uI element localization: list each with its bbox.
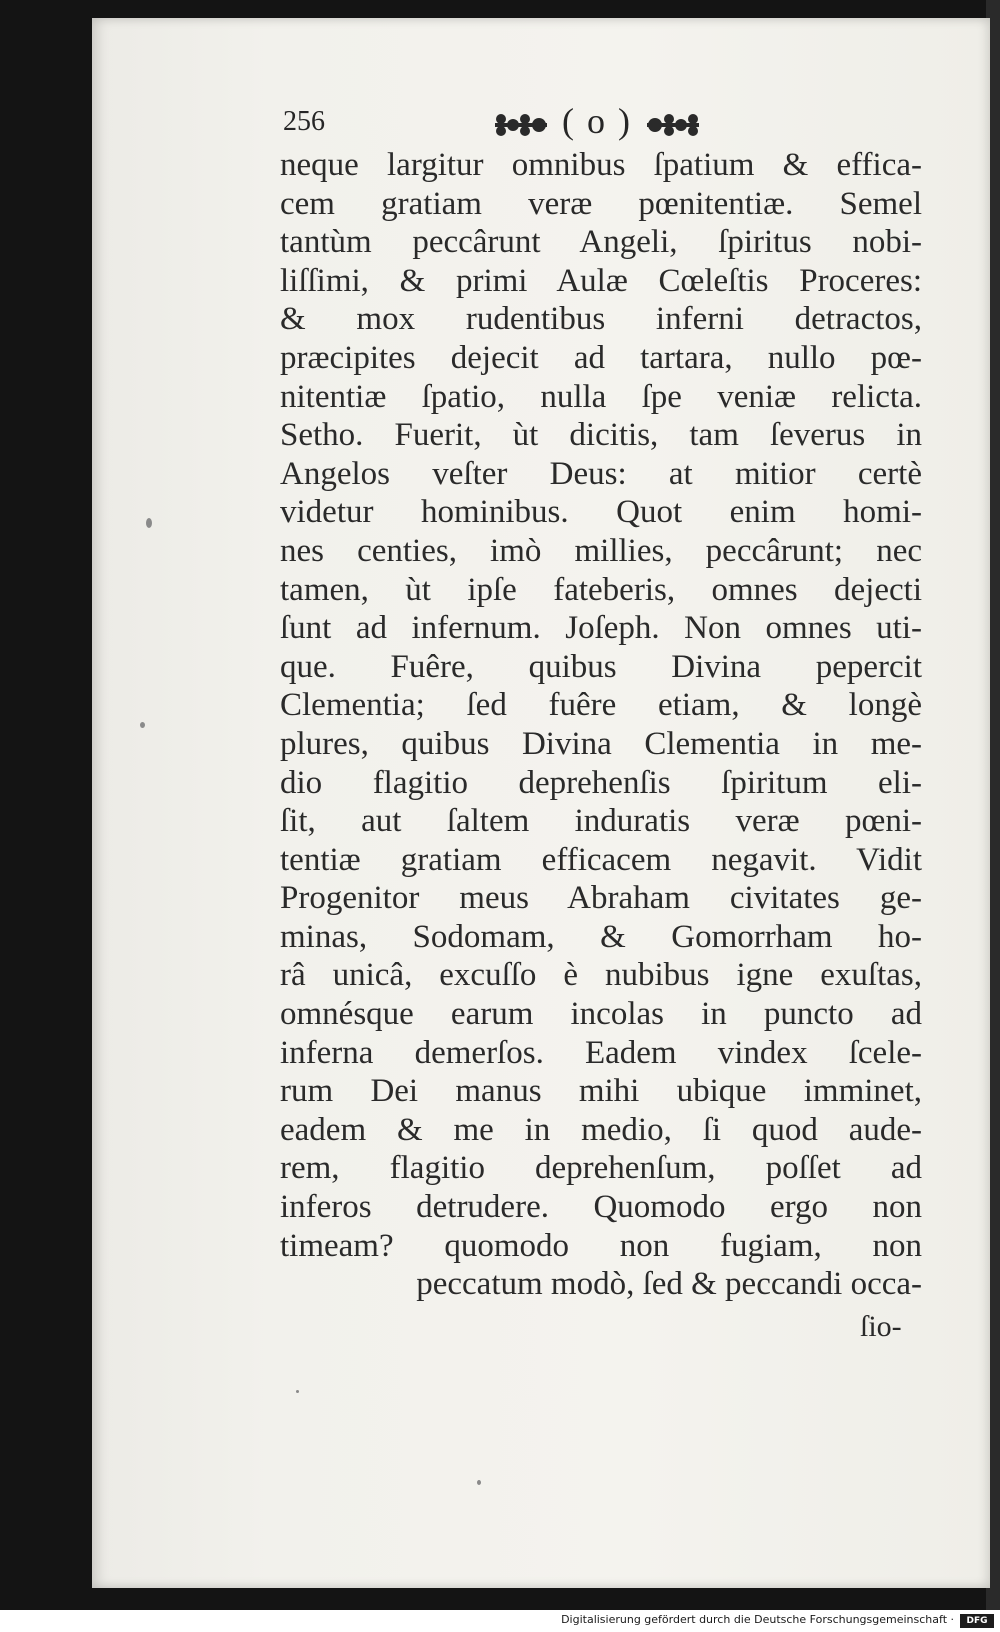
scan-speck xyxy=(140,722,145,728)
page-number: 256 xyxy=(283,106,325,137)
text-line: omnésque earum incolas in puncto ad xyxy=(280,996,922,1033)
text-line: ſunt ad infernum. Joſeph. Non omnes uti- xyxy=(280,610,922,647)
text-line: cem gratiam veræ pœnitentiæ. Semel xyxy=(280,185,922,222)
text-line: Angelos veſter Deus: at mitior certè xyxy=(280,455,922,492)
text-line: rem, flagitio deprehenſum, poſſet ad xyxy=(280,1150,922,1187)
catchword: ſio- xyxy=(860,1310,902,1343)
scan-speck xyxy=(296,1390,299,1393)
text-line: inferna demerſos. Eadem vindex ſcele- xyxy=(280,1034,922,1071)
footer-credit: Digitalisierung gefördert durch die Deutsche Forschungsgemeinschaft · xyxy=(561,1613,954,1626)
text-line: Setho. Fuerit, ùt dicitis, tam ſeverus in xyxy=(280,417,922,454)
text-line: nes centies, imò millies, peccârunt; nec xyxy=(280,532,922,569)
text-line: ſit, aut ſaltem induratis veræ pœni- xyxy=(280,803,922,840)
text-line: videtur hominibus. Quot enim homi- xyxy=(280,494,922,531)
right-ornament-icon xyxy=(643,110,701,140)
text-line: rum Dei manus mihi ubique imminet, xyxy=(280,1073,922,1110)
dfg-logo: DFG xyxy=(960,1614,994,1628)
text-line: râ unicâ, excuſſo è nubibus igne exuſtas, xyxy=(280,957,922,994)
body-text xyxy=(280,146,922,1304)
text-line: peccatum modò, ſed & peccandi occa- xyxy=(416,1266,922,1303)
left-ornament-icon xyxy=(493,110,551,140)
text-line: neque largitur omnibus ſpatium & effica- xyxy=(280,147,922,183)
text-line: tamen, ùt ipſe fateberis, omnes dejecti xyxy=(280,571,922,608)
text-line: nitentiæ ſpatio, nulla ſpe veniæ relicta. xyxy=(280,378,922,415)
text-line: tentiæ gratiam efficacem negavit. Vidit xyxy=(280,841,922,878)
text-line: inferos detrudere. Quomodo ergo non xyxy=(280,1189,922,1226)
text-line: liſſimi, & primi Aulæ Cœleſtis Proceres: xyxy=(280,262,922,299)
scan-speck xyxy=(146,518,152,528)
text-line: eadem & me in medio, ſi quod aude- xyxy=(280,1111,922,1148)
text-line: plures, quibus Divina Clementia in me- xyxy=(280,725,922,762)
text-line: minas, Sodomam, & Gomorrham ho- xyxy=(280,918,922,955)
text-line: præcipites dejecit ad tartara, nullo pœ- xyxy=(280,339,922,376)
text-line: timeam? quomodo non fugiam, non xyxy=(280,1227,922,1264)
running-head-text: ( o ) xyxy=(562,101,632,141)
text-line: & mox rudentibus inferni detractos, xyxy=(280,301,922,338)
text-line: tantùm peccârunt Angeli, ſpiritus nobi- xyxy=(280,224,922,261)
text-line: Progenitor meus Abraham civitates ge- xyxy=(280,880,922,917)
text-line: Clementia; ſed fuêre etiam, & longè xyxy=(280,687,922,724)
digitization-footer xyxy=(0,1610,1000,1632)
scan-speck xyxy=(477,1480,481,1485)
text-line: que. Fuêre, quibus Divina pepercit xyxy=(280,648,922,685)
running-head xyxy=(493,100,701,142)
text-line: dio flagitio deprehenſis ſpiritum eli- xyxy=(280,764,922,801)
